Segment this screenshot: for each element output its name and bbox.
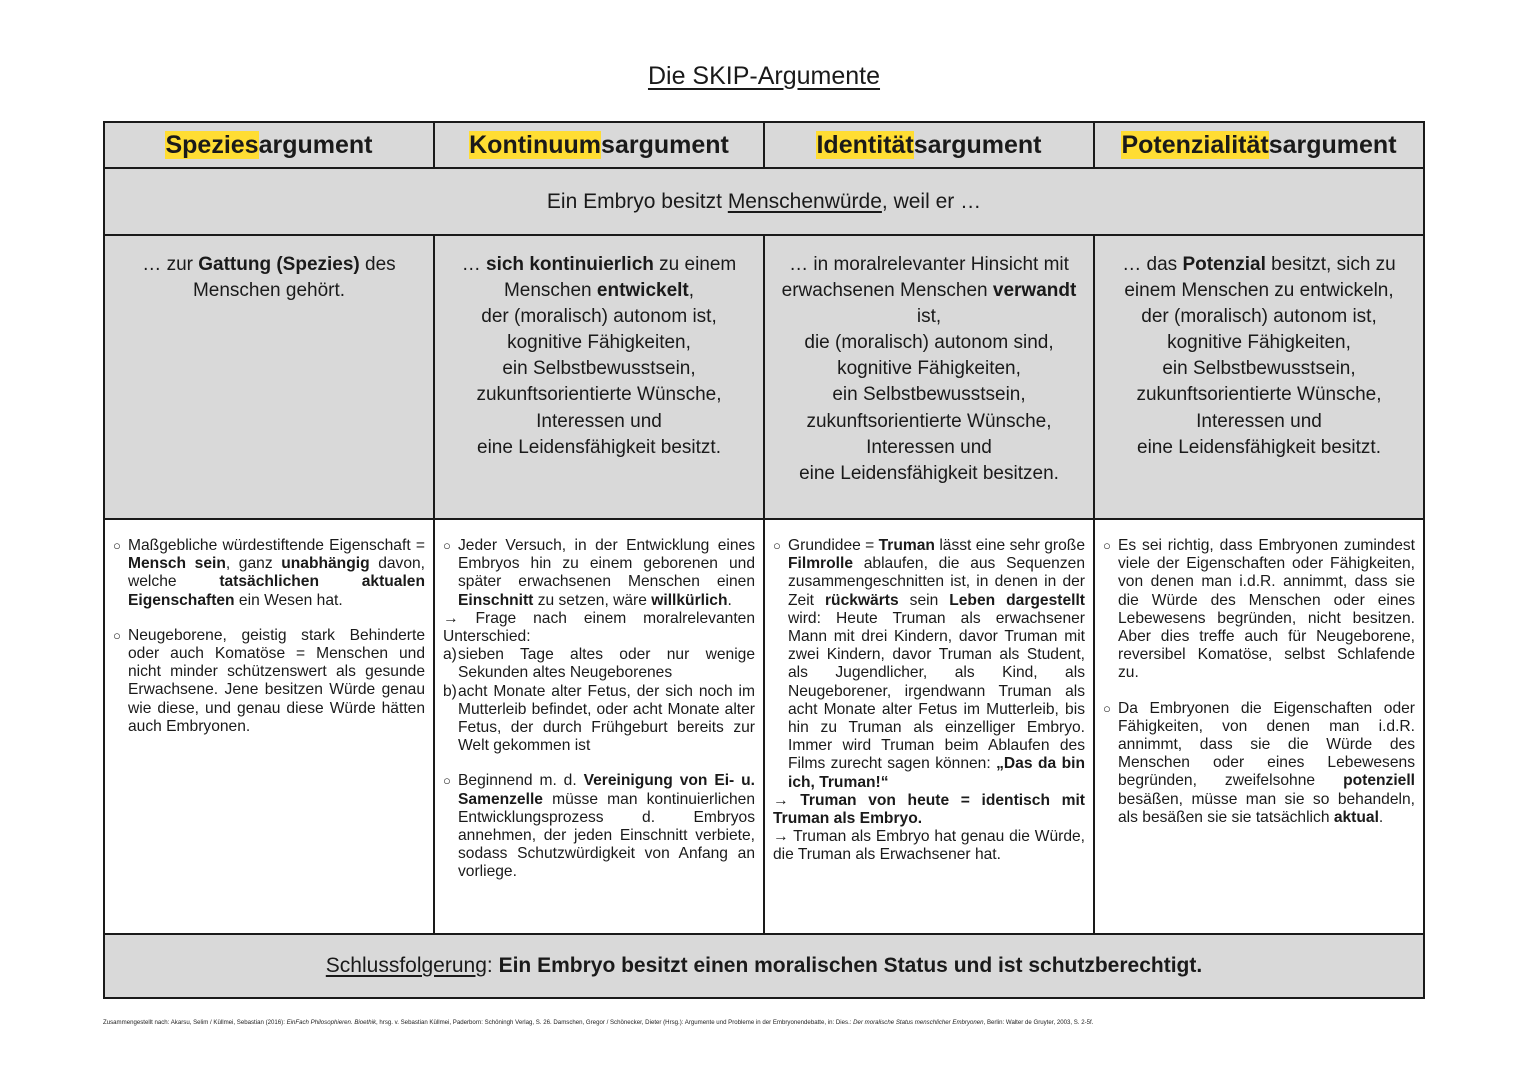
bullet-item xyxy=(773,537,1085,792)
def-line: kognitive Fähigkeiten, xyxy=(507,332,691,354)
highlight-keyword: Spezies xyxy=(165,130,259,159)
def-line: ein Selbstbewusstsein, xyxy=(502,358,696,380)
details-kontinuum xyxy=(434,519,764,934)
header-identitaetsargument xyxy=(764,122,1094,168)
highlight-keyword: Potenzialität xyxy=(1121,130,1269,159)
details-identitaet xyxy=(764,519,1094,934)
header-suffix: sargument xyxy=(913,130,1042,159)
bullet-item xyxy=(1103,700,1415,827)
def-bold: sich kontinuierlich xyxy=(486,254,654,275)
def-line: zukunftsorientierte Wünsche, xyxy=(1136,384,1382,406)
def-bold: entwickelt xyxy=(596,280,689,302)
bullet-item xyxy=(443,537,755,610)
def-text: des xyxy=(359,254,396,275)
def-bold: verwandt xyxy=(992,280,1077,302)
bullet-text: Neugeborene, geistig stark Behinderte oder auch Komatöse = Menschen und nicht minder schützenswert als gesunde Erwachsene. Jene besitzen Würde genau wie diese, und genau diese Würde hätten auch Embryonen. xyxy=(128,626,425,735)
def-line: zukunftsorientierte Wünsche, xyxy=(806,410,1052,432)
hollow-bullet-icon: ○ xyxy=(773,538,781,553)
intro-keyword: Menschenwürde xyxy=(727,189,882,213)
def-line: eine Leidensfähigkeit besitzen. xyxy=(799,462,1059,484)
intro-prefix: Ein Embryo besitzt xyxy=(546,189,728,213)
sub-label: a) xyxy=(443,646,457,664)
def-text: … in moralrelevanter Hinsicht mit xyxy=(789,254,1069,275)
hollow-bullet-icon: ○ xyxy=(443,538,451,553)
bullet-item xyxy=(113,537,425,610)
def-text: zu einem xyxy=(653,254,737,275)
conclusion-row xyxy=(104,934,1424,998)
highlight-keyword: Kontinuum xyxy=(469,130,602,159)
bullet-item xyxy=(443,772,755,881)
conclusion-colon: : xyxy=(486,954,499,977)
hollow-bullet-icon: ○ xyxy=(1103,538,1111,553)
conclusion-text: Ein Embryo besitzt einen moralischen Status und ist schutzberechtigt. xyxy=(498,954,1203,977)
conclusion-label: Schlussfolgerung xyxy=(325,954,487,977)
def-bold: Gattung (Spezies) xyxy=(198,254,360,275)
intro-statement xyxy=(104,168,1424,235)
def-line: ein Selbstbewusstsein, xyxy=(1162,358,1356,380)
def-line: Interessen und xyxy=(536,410,662,432)
def-text: besitzt, sich zu xyxy=(1265,254,1396,275)
highlight-keyword: Identität xyxy=(816,130,914,159)
def-line: der (moralisch) autonom ist, xyxy=(1141,306,1377,328)
bullet-text: Es sei richtig, dass Embryonen zumindest viele der Eigenschaften oder Fähigkeiten, von denen man i.d.R. annimmt, dass sie die Würde des Menschen oder eines Lebewesens begründen, nicht besitzen. Aber dies treffe auch für Neugeborene, reversibel Komatöse, selbst Schlafende zu. xyxy=(1118,537,1415,682)
def-line: Interessen und xyxy=(866,436,992,458)
def-text: … xyxy=(461,254,487,275)
bullet-text: Jeder Versuch, in der Entwicklung eines Embryos hin zu einem geborenen und später erwachsenen Menschen einen Einschnitt zu setzen, wäre willkürlich. xyxy=(458,537,755,609)
def-line: eine Leidensfähigkeit besitzt. xyxy=(1137,436,1381,458)
bullet-text: Grundidee = Truman lässt eine sehr große Filmrolle ablaufen, die aus Sequenzen zusammengeschnitten ist, in denen in der Zeit rückwärts sein Leben dargestellt wird: Heute Truman als erwachsener Mann mit drei Kindern, davor Truman mit zwei Kindern, davor Truman als Student, als Jugendlicher, als Kind, als Neugeborener, irgendwann Truman als acht Monate alter Fetus im Mutterleib, bis hin zu Truman als einzelliger Embryo. Immer wird Truman beim Ablaufen des Films zurecht sagen können: „Das da bin ich, Truman!“ xyxy=(788,537,1085,791)
definition-kontinuum xyxy=(434,235,764,519)
header-row xyxy=(104,122,1424,168)
definition-spezies xyxy=(104,235,434,519)
header-speziesargument xyxy=(104,122,434,168)
details-potenzialitaet xyxy=(1094,519,1424,934)
def-bold: Potenzial xyxy=(1182,254,1266,275)
page-title: Die SKIP-Argumente xyxy=(647,62,881,90)
sub-item-a xyxy=(443,646,755,682)
conclusion xyxy=(104,934,1424,998)
def-text: Menschen gehört. xyxy=(192,280,346,302)
def-line: kognitive Fähigkeiten, xyxy=(837,358,1021,380)
def-text: erwachsenen Menschen xyxy=(781,280,993,302)
bullet-item xyxy=(1103,537,1415,683)
header-kontinuumsargument xyxy=(434,122,764,168)
definition-identitaet xyxy=(764,235,1094,519)
sub-text: acht Monate alter Fetus, der sich noch im Mutterleib befindet, oder acht Monate alter Fetus, der durch Frühgeburt bereits zur Welt gekommen ist xyxy=(458,682,755,755)
def-line: eine Leidensfähigkeit besitzt. xyxy=(477,436,721,458)
arrow-line: → Truman als Embryo hat genau die Würde, die Truman als Erwachsener hat. xyxy=(773,828,1085,864)
arrow-line: → Truman von heute = identisch mit Truman als Embryo. xyxy=(773,791,1085,828)
header-suffix: sargument xyxy=(601,130,729,159)
header-suffix: sargument xyxy=(1268,130,1397,159)
bullet-text: Maßgebliche würdestiftende Eigenschaft = Mensch sein, ganz unabhängig davon, welche tatsächlichen aktualen Eigenschaften ein Wesen hat. xyxy=(128,537,426,609)
def-text: ist, xyxy=(916,306,942,328)
sub-item-b xyxy=(443,683,755,756)
def-text: einem Menschen zu entwickeln, xyxy=(1124,280,1394,302)
hollow-bullet-icon: ○ xyxy=(113,627,121,643)
hollow-bullet-icon: ○ xyxy=(443,773,451,789)
def-line: kognitive Fähigkeiten, xyxy=(1167,332,1351,354)
details-row xyxy=(104,519,1424,934)
def-text: … zur xyxy=(142,254,199,275)
intro-suffix: , weil er … xyxy=(881,189,982,213)
def-line: ein Selbstbewusstsein, xyxy=(832,384,1026,406)
def-line: Interessen und xyxy=(1196,410,1322,432)
def-line: die (moralisch) autonom sind, xyxy=(804,332,1054,354)
details-spezies xyxy=(104,519,434,934)
bullet-text: Da Embryonen die Eigenschaften oder Fähigkeiten, von denen man i.d.R. annimmt, dass sie die Würde des Menschen oder eines Lebewesens begründen, zweifelsohne potenziell besäßen, müsse man sie so behandeln, als besäßen sie sie tatsächlich aktual. xyxy=(1118,699,1415,826)
source-footnote: Zusammengestellt nach: Akarsu, Selim / Küllmei, Sebastian (2016): EinFach Philosophieren. Bioethik, hrsg. v. Sebastian Küllmei, Paderborn: Schöningh Verlag, S. 26. Damschen, Gregor / Schönecker, Dieter (Hrsg.): Argumente und Probleme in der Embryonendebatte, in: Dies.: Der moralische Status menschlicher Embryonen, Berlin: Walter de Gruyter, 2003, S. 2-5f. xyxy=(103,1019,1094,1026)
hollow-bullet-icon: ○ xyxy=(113,538,121,553)
skip-arguments-table xyxy=(103,121,1425,999)
hollow-bullet-icon: ○ xyxy=(1103,700,1111,716)
definition-potenzialitaet xyxy=(1094,235,1424,519)
header-potenzialitaetsargument xyxy=(1094,122,1424,168)
sub-text: sieben Tage altes oder nur wenige Sekunden altes Neugeborenes xyxy=(458,646,755,682)
def-text: , xyxy=(688,280,695,302)
definition-row xyxy=(104,235,1424,519)
sub-label: b) xyxy=(443,682,457,700)
def-line: der (moralisch) autonom ist, xyxy=(481,306,717,328)
arrow-line: → Frage nach einem moralrelevanten Unterschied: xyxy=(443,609,755,646)
header-suffix: argument xyxy=(258,130,373,159)
def-text: Menschen xyxy=(503,280,597,302)
bullet-text: Beginnend m. d. Vereinigung von Ei- u. Samenzelle müsse man kontinuierlichen Entwicklungsprozess d. Embryos annehmen, der jeden Einschnitt verbiete, sodass Schutzwürdigkeit von Anfang an vorliege. xyxy=(458,772,755,881)
def-text: … das xyxy=(1122,254,1183,275)
bullet-item xyxy=(113,627,425,736)
def-line: zukunftsorientierte Wünsche, xyxy=(476,384,722,406)
intro-row xyxy=(104,168,1424,235)
